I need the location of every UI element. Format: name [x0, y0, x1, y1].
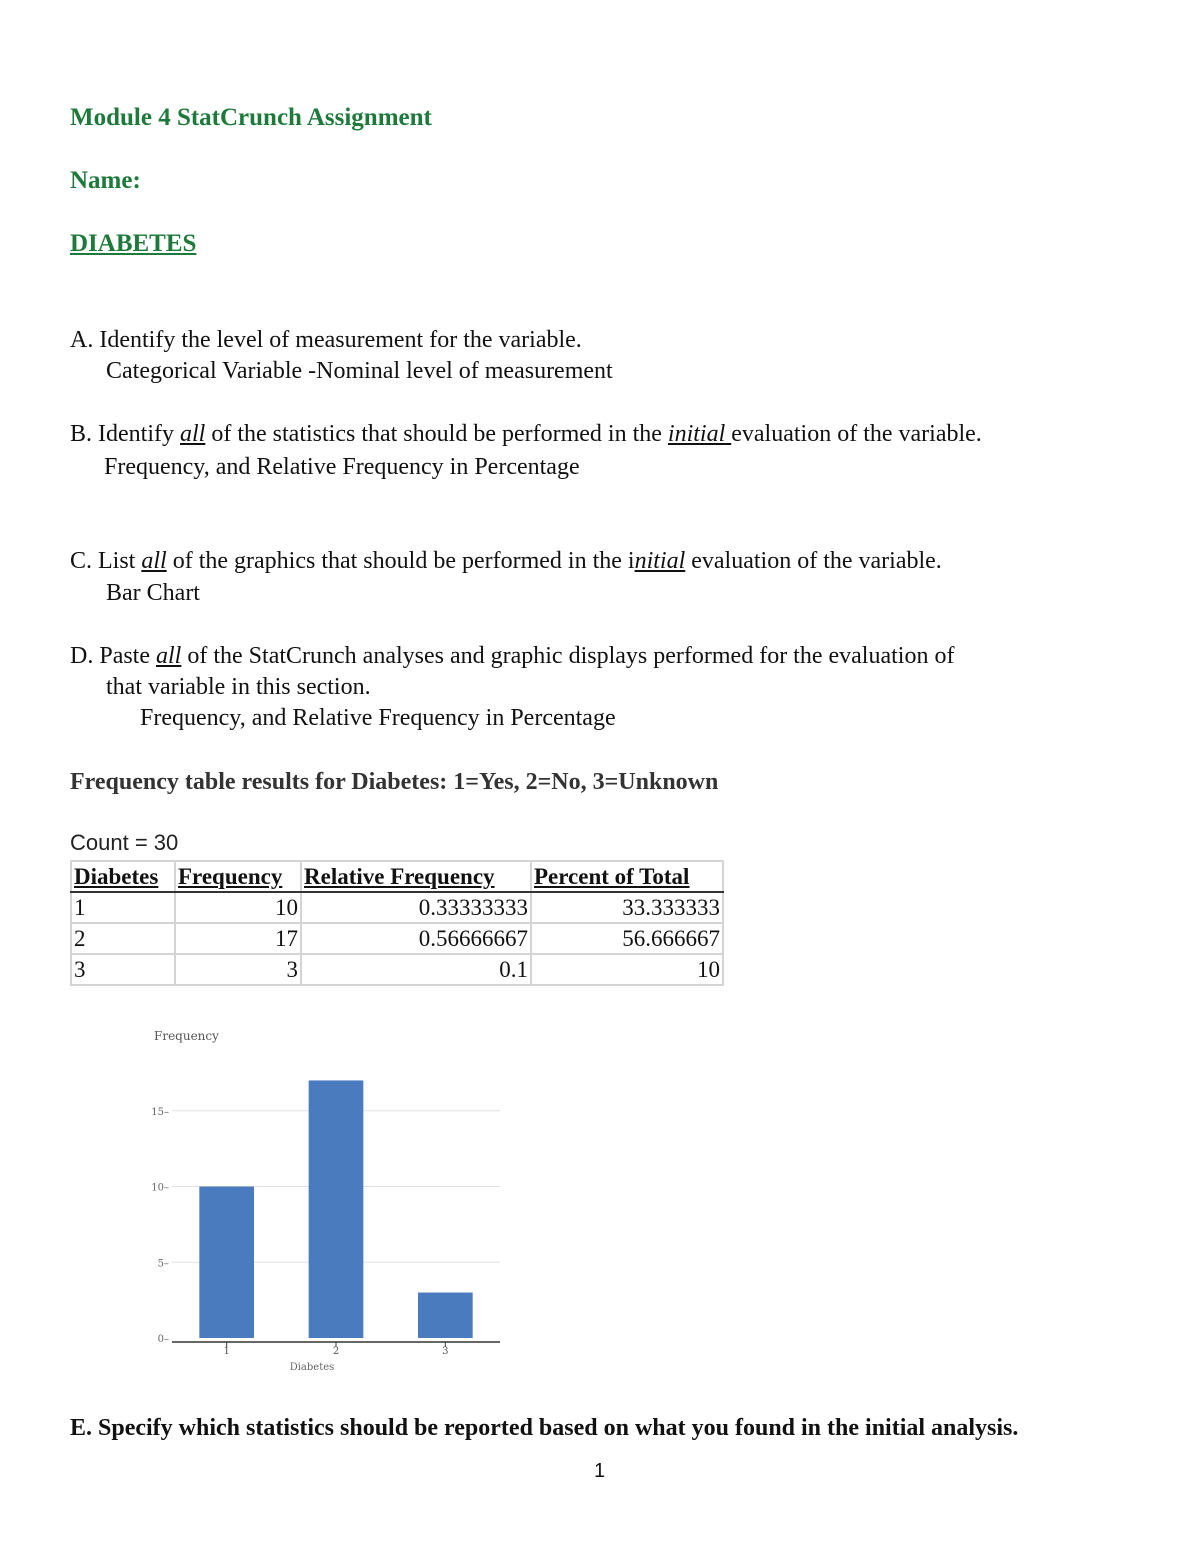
question-a: [70, 325, 582, 356]
cell-frequency: 17: [175, 923, 301, 954]
cell-diabetes: 1: [71, 892, 175, 923]
question-c-label: C.: [70, 548, 93, 574]
section-heading: DIABETES: [70, 230, 197, 257]
cell-percent: 33.333333: [531, 892, 723, 923]
question-d-label: D.: [70, 643, 94, 669]
question-d-text-1: Paste: [99, 643, 157, 669]
question-d-line-2: that variable in this section.: [106, 674, 371, 700]
bar-3: [418, 1293, 473, 1338]
frequency-table: [70, 860, 724, 986]
question-d: [70, 641, 954, 672]
cell-diabetes: 2: [71, 923, 175, 954]
x-tick-label: 3: [442, 1346, 449, 1357]
header-relative-frequency: Relative Frequency: [301, 861, 531, 892]
question-d-emphasis-all: all: [156, 643, 182, 669]
question-b-text-1: Identify: [98, 421, 180, 447]
question-c: [70, 546, 942, 577]
cell-diabetes: 3: [71, 954, 175, 985]
y-tick-label: 0–: [157, 1334, 169, 1345]
answer-c: Bar Chart: [106, 580, 200, 606]
question-e: [70, 1413, 1018, 1444]
question-b-text-2: of the statistics that should be performed in the: [205, 421, 668, 447]
question-b-emphasis-initial: initial: [667, 421, 732, 447]
x-tick-label: 1: [223, 1346, 230, 1357]
answer-a: Categorical Variable -Nominal level of measurement: [106, 358, 613, 384]
count-label: Count = 30: [70, 830, 179, 855]
question-c-text-1: List: [98, 548, 142, 574]
header-frequency: Frequency: [175, 861, 301, 892]
name-label: Name:: [70, 167, 141, 194]
question-c-text-2: of the graphics that should be performed in the i: [166, 548, 635, 574]
question-e-label: E.: [70, 1415, 93, 1441]
question-d-text-2: of the StatCrunch analyses and graphic displays performed for the evaluation of: [181, 643, 955, 669]
cell-percent: 56.666667: [531, 923, 723, 954]
cell-frequency: 10: [175, 892, 301, 923]
frequency-table-heading: Frequency table results for Diabetes: 1=Yes, 2=No, 3=Unknown: [70, 769, 719, 795]
question-b: [70, 419, 982, 450]
table-row: [71, 923, 723, 954]
cell-relative-frequency: 0.33333333: [301, 892, 531, 923]
table-row: [71, 954, 723, 985]
header-diabetes: Diabetes: [71, 861, 175, 892]
bar-chart: [140, 1020, 510, 1380]
y-axis-label: Frequency: [154, 1029, 219, 1043]
page-number: 1: [594, 1460, 606, 1482]
question-c-emphasis-all: all: [141, 548, 167, 574]
y-tick-label: 10–: [151, 1182, 169, 1194]
question-b-text-3: evaluation of the variable.: [731, 421, 982, 447]
document-title: Module 4 StatCrunch Assignment: [70, 104, 432, 131]
answer-b: Frequency, and Relative Frequency in Percentage: [104, 454, 580, 480]
x-tick-label: 2: [332, 1346, 340, 1357]
question-c-emphasis-initial: nitial: [634, 548, 686, 574]
table-row: [71, 892, 723, 923]
question-b-label: B.: [70, 421, 93, 447]
cell-relative-frequency: 0.1: [301, 954, 531, 985]
answer-d: Frequency, and Relative Frequency in Percentage: [140, 705, 616, 731]
bar-2: [309, 1080, 364, 1338]
header-percent-of-total: Percent of Total: [531, 861, 723, 892]
question-b-emphasis-all: all: [180, 421, 206, 447]
question-a-text: Identify the level of measurement for the variable.: [99, 327, 582, 353]
x-axis-label: Diabetes: [289, 1362, 335, 1373]
bar-1: [199, 1187, 254, 1339]
y-tick-label: 5–: [157, 1258, 169, 1270]
cell-frequency: 3: [175, 954, 301, 985]
question-c-text-3: evaluation of the variable.: [685, 548, 942, 574]
cell-percent: 10: [531, 954, 723, 985]
question-e-text: Specify which statistics should be reported based on what you found in the initial analysis.: [98, 1415, 1019, 1441]
table-header-row: [71, 861, 723, 892]
y-tick-label: 15–: [151, 1106, 169, 1118]
question-a-label: A.: [70, 327, 94, 353]
cell-relative-frequency: 0.56666667: [301, 923, 531, 954]
